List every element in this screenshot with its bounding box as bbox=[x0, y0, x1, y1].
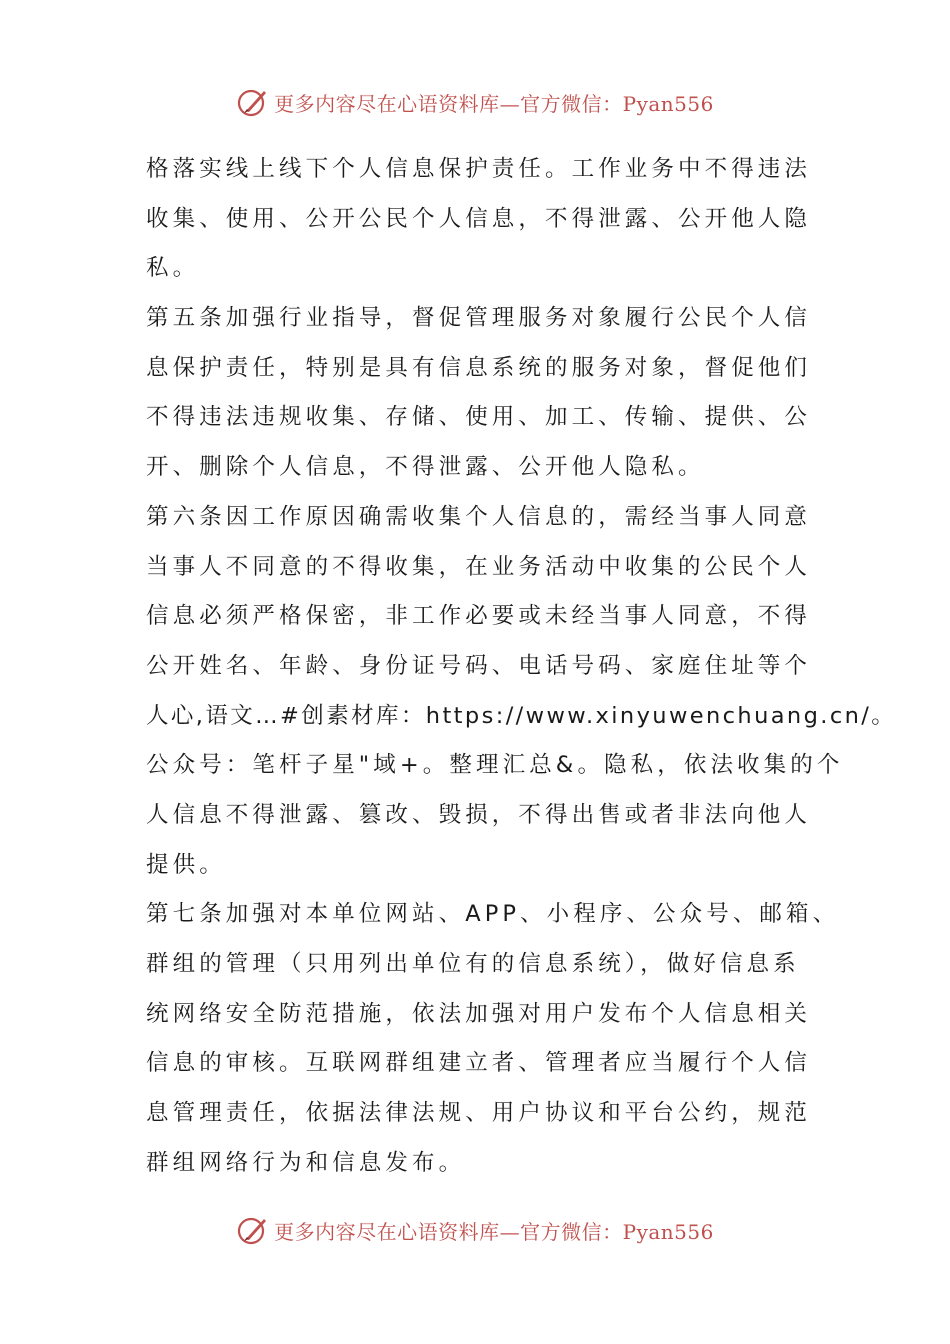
body-line: 息管理责任，依据法律法规、用户协议和平台公约，规范 bbox=[146, 1100, 812, 1127]
body-line: 群组网络行为和信息发布。 bbox=[146, 1149, 466, 1176]
quill-pen-icon bbox=[236, 85, 270, 119]
footer-banner-text: 更多内容尽在心语资料库—官方微信：Pyan556 bbox=[274, 1219, 714, 1244]
body-line: 第五条加强行业指导，督促管理服务对象履行公民个人信 bbox=[146, 305, 812, 332]
body-line: 不得违法违规收集、存储、使用、加工、传输、提供、公 bbox=[146, 404, 812, 431]
body-line: 私。 bbox=[146, 255, 200, 282]
body-line: 提供。 bbox=[146, 851, 226, 878]
body-line: 公众号：笔杆子星"域+。整理汇总&。隐私，依法收集的个 bbox=[146, 752, 844, 779]
body-line: 息保护责任，特别是具有信息系统的服务对象，督促他们 bbox=[146, 354, 812, 381]
header-banner bbox=[0, 82, 950, 122]
body-line: 第七条加强对本单位网站、APP、小程序、公众号、邮箱、 bbox=[146, 901, 840, 928]
body-line: 人信息不得泄露、篡改、毁损，不得出售或者非法向他人 bbox=[146, 801, 812, 828]
header-banner-text: 更多内容尽在心语资料库—官方微信：Pyan556 bbox=[274, 91, 714, 116]
document-body bbox=[146, 145, 897, 1188]
body-line: 群组的管理（只用列出单位有的信息系统），做好信息系 bbox=[146, 951, 800, 977]
footer-banner bbox=[0, 1210, 950, 1250]
body-line: 当事人不同意的不得收集，在业务活动中收集的公民个人 bbox=[146, 553, 812, 580]
body-line: 统网络安全防范措施，依法加强对用户发布个人信息相关 bbox=[146, 1000, 812, 1027]
body-line: 公开姓名、年龄、身份证号码、电话号码、家庭住址等个 bbox=[146, 652, 812, 679]
body-line: 信息必须严格保密，非工作必要或未经当事人同意，不得 bbox=[146, 603, 812, 630]
body-line: 格落实线上线下个人信息保护责任。工作业务中不得违法 bbox=[146, 156, 812, 182]
body-line-url: 人心,语文…#创素材库：https://www.xinyuwenchuang.cn/。 bbox=[146, 702, 897, 729]
body-line: 收集、使用、公开公民个人信息，不得泄露、公开他人隐 bbox=[146, 205, 812, 232]
body-line: 第六条因工作原因确需收集个人信息的，需经当事人同意 bbox=[146, 503, 812, 530]
body-line: 信息的审核。互联网群组建立者、管理者应当履行个人信 bbox=[146, 1050, 812, 1077]
quill-pen-icon bbox=[236, 1213, 270, 1247]
body-line: 开、删除个人信息，不得泄露、公开他人隐私。 bbox=[146, 454, 705, 481]
